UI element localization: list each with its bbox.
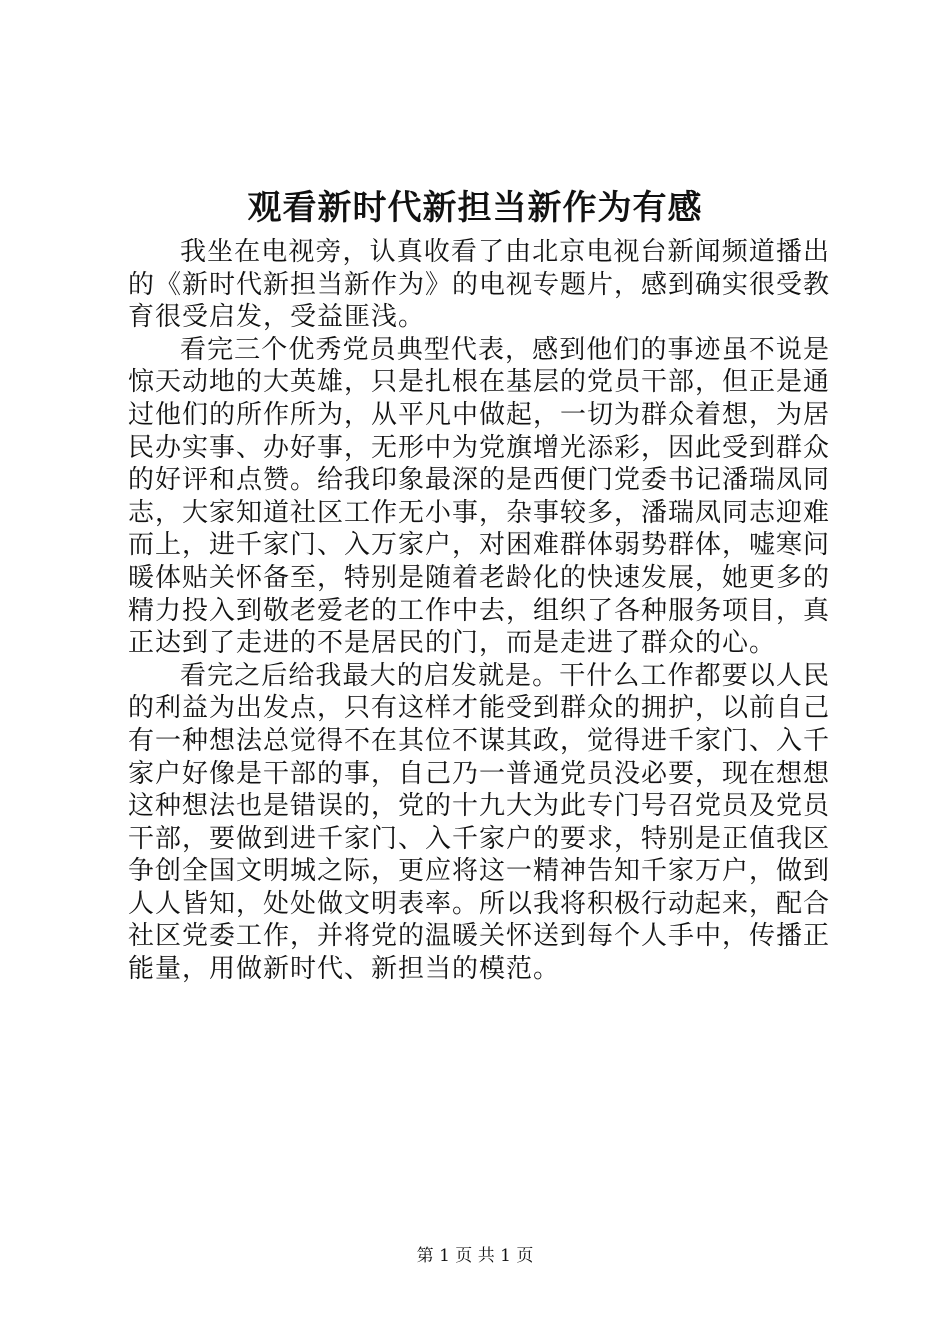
paragraph-2: 看完三个优秀党员典型代表，感到他们的事迹虽不说是惊天动地的大英雄，只是扎根在基层的党员干部，但正是通过他们的所作所为，从平凡中做起，一切为群众着想，为居民办实事、办好事，无形中为党旗增光添彩，因此受到群众的好评和点赞。给我印象最深的是西便门党委书记潘瑞凤同志，大家知道社区工作无小事，杂事较多，潘瑞凤同志迎难而上，进千家门、入万家户，对困难群体弱势群体，嘘寒问暖体贴关怀备至，特别是随着老龄化的快速发展，她更多的精力投入到敬老爱老的工作中去，组织了各种服务项目，真正达到了走进的不是居民的门，而是走进了群众的心。 (128, 334, 831, 659)
document-title: 观看新时代新担当新作为有感 (247, 188, 703, 228)
paragraph-3: 看完之后给我最大的启发就是。干什么工作都要以人民的利益为出发点，只有这样才能受到群众的拥护，以前自己有一种想法总觉得不在其位不谋其政，觉得进千家门、入千家户好像是干部的事，自己乃一普通党员没必要，现在想想这种想法也是错误的，党的十九大为此专门号召党员及党员干部，要做到进千家门、入千家户的要求，特别是正值我区争创全国文明城之际，更应将这一精神告知千家万户，做到人人皆知，处处做文明表率。所以我将积极行动起来，配合社区党委工作，并将党的温暖关怀送到每个人手中，传播正能量，用做新时代、新担当的模范。 (128, 660, 831, 985)
document-body (128, 236, 830, 986)
paragraph-1: 我坐在电视旁，认真收看了由北京电视台新闻频道播出的《新时代新担当新作为》的电视专题片，感到确实很受教育很受启发，受益匪浅。 (128, 237, 831, 333)
page-number-footer: 第 1 页 共 1 页 (416, 1246, 534, 1266)
